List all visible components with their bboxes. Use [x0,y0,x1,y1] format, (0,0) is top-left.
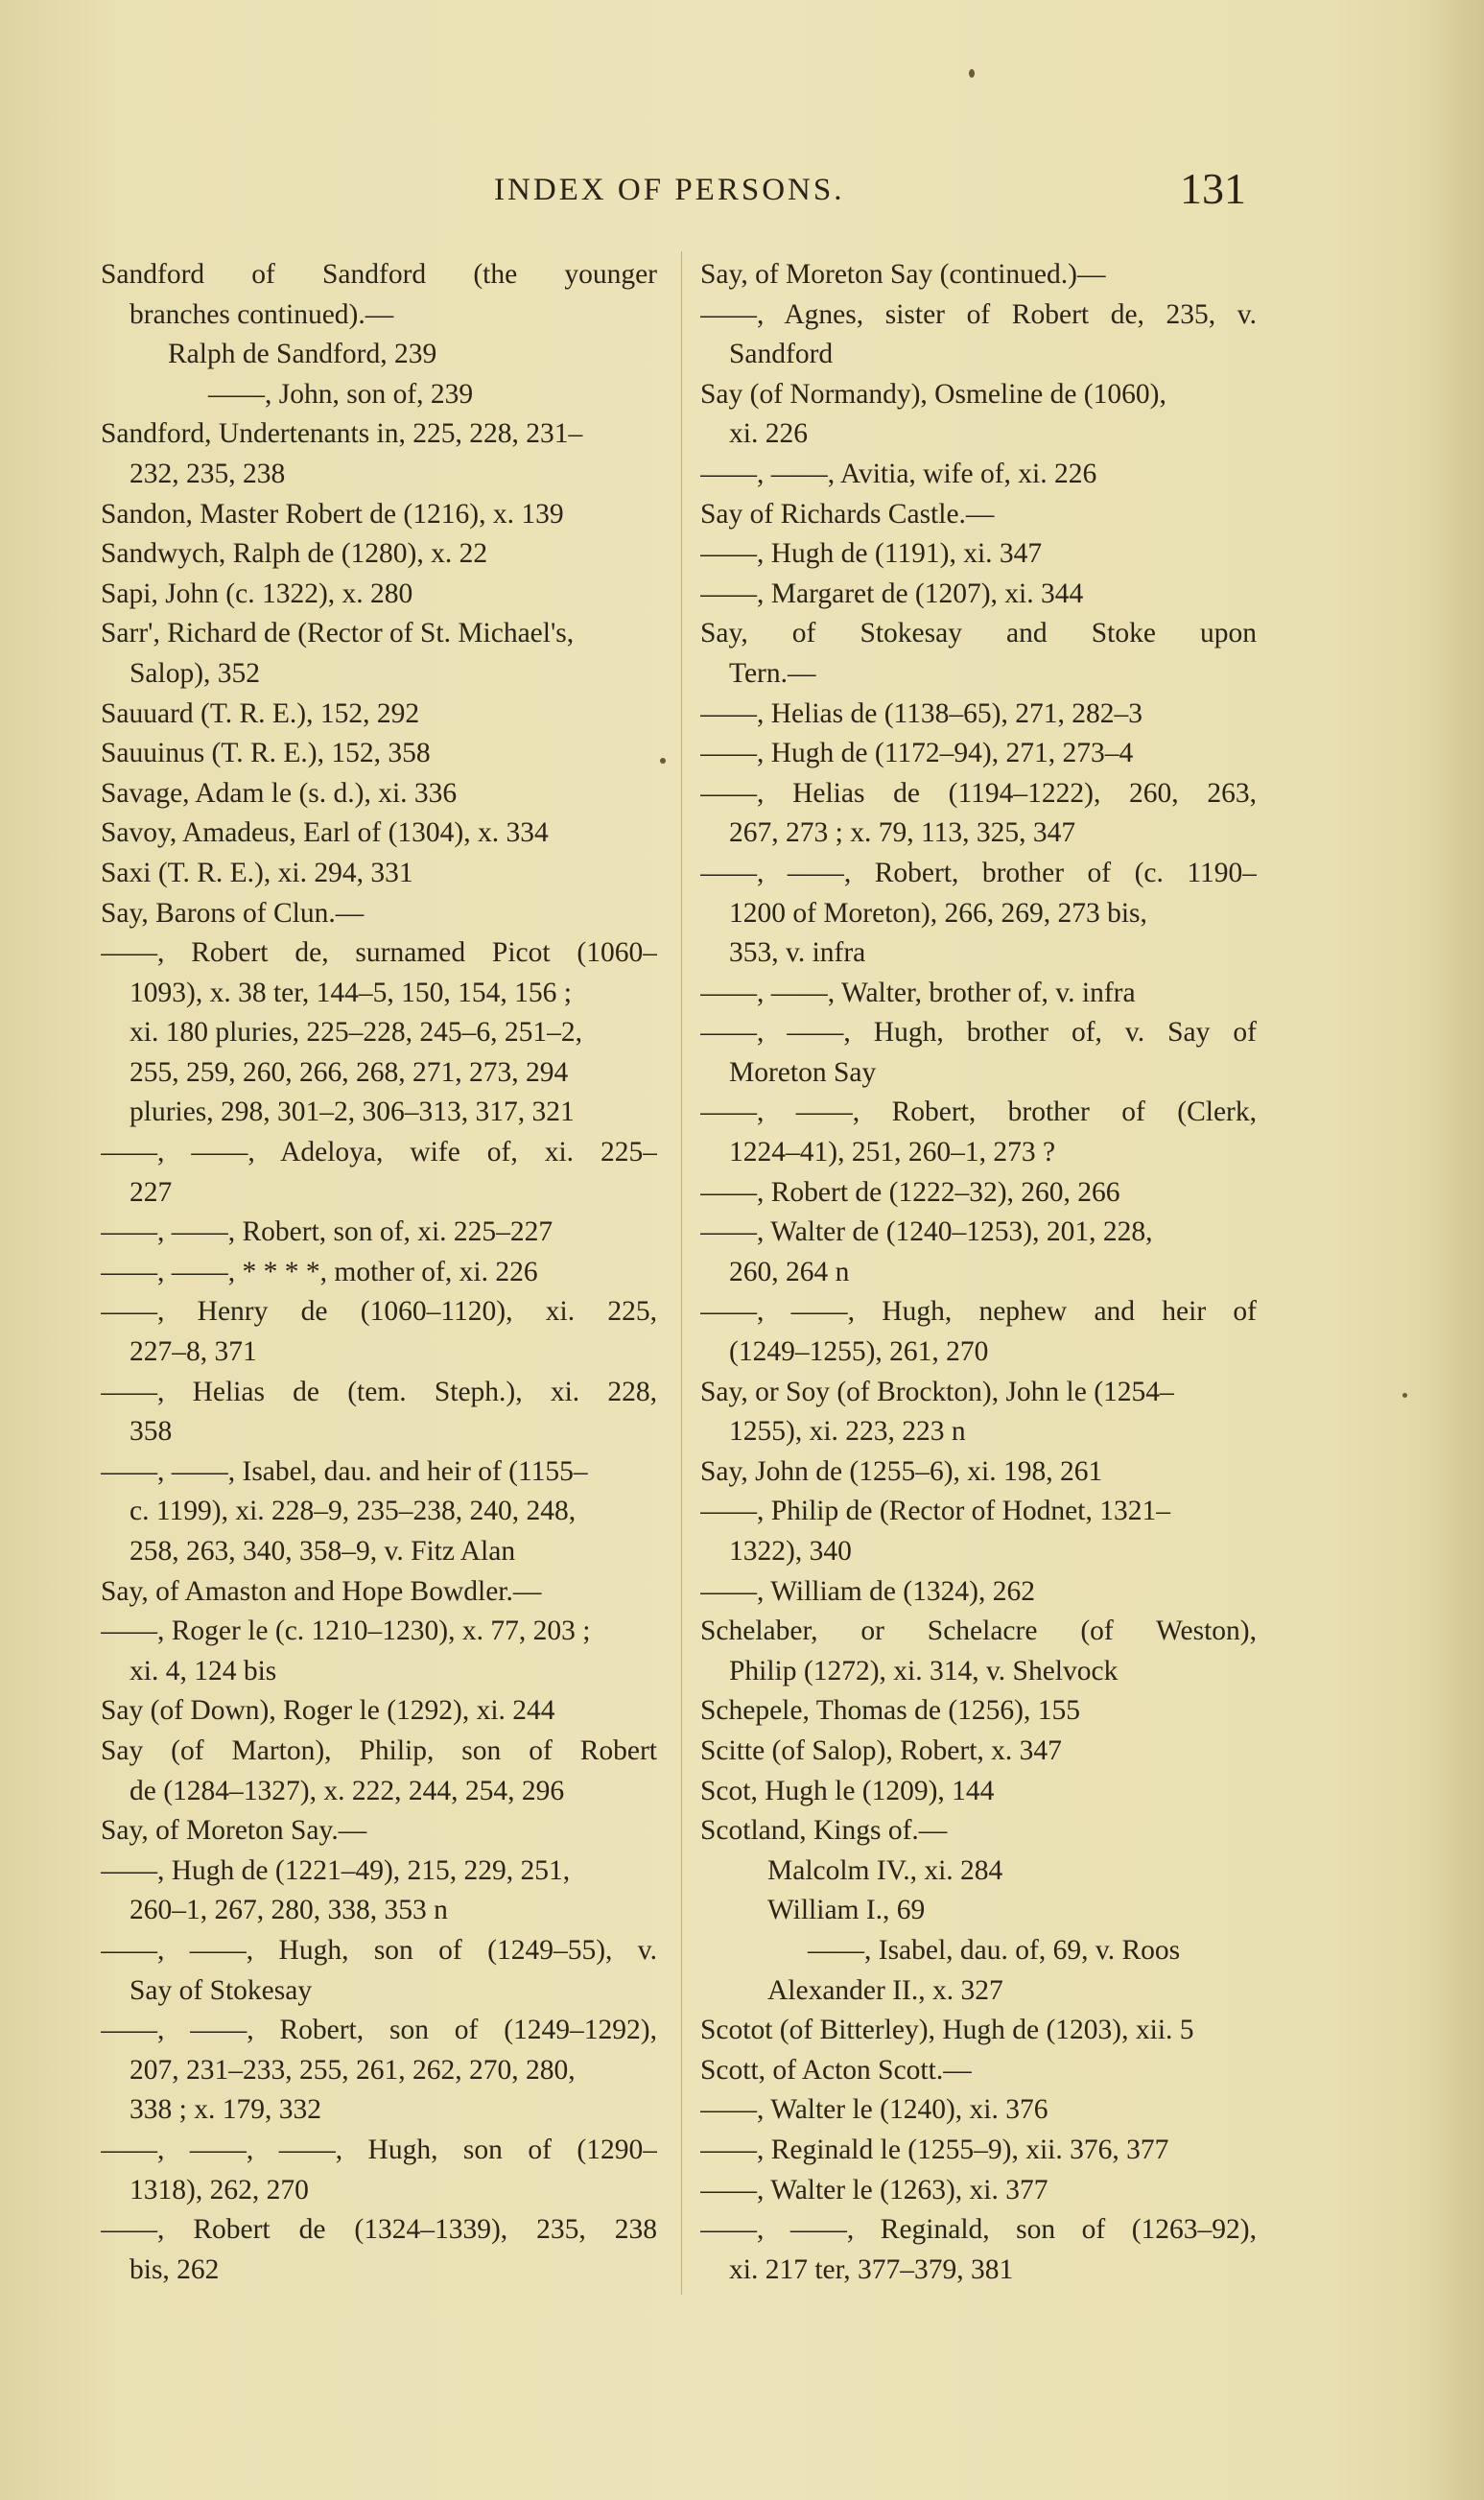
index-entry-line: Salop), 352 [130,657,261,689]
index-entry-line: 1322), 340 [729,1536,852,1567]
index-entry-line: Say, of Stokesay and Stoke upon [700,618,1257,649]
index-entry-line: 353, v. infra [729,937,866,969]
left-index-column [101,255,657,2290]
index-entry-line: Say, of Moreton Say.— [101,1815,367,1847]
ink-speck [1402,1393,1407,1398]
index-entry-line: ——, Robert de (1324–1339), 235, 238 [101,2214,657,2246]
index-entry-line: 267, 273 ; x. 79, 113, 325, 347 [729,817,1076,849]
index-entry-line: ——, ——, Hugh, son of (1249–55), v. [101,1934,657,1966]
index-entry-line: pluries, 298, 301–2, 306–313, 317, 321 [130,1097,575,1128]
index-entry-line: Savoy, Amadeus, Earl of (1304), x. 334 [101,817,549,849]
index-entry-line: Malcolm IV., xi. 284 [767,1854,1003,1886]
index-entry-line: 338 ; x. 179, 332 [130,2094,321,2126]
index-entry-line: Say (of Normandy), Osmeline de (1060), [700,378,1166,410]
index-entry-line: branches continued).— [130,298,394,330]
index-entry-line: Sauuinus (T. R. E.), 152, 358 [101,738,431,769]
index-entry-line: Ralph de Sandford, 239 [168,339,437,370]
index-entry-line: ——, ——, Robert, brother of (c. 1190– [700,857,1257,888]
index-entry-line: ——, Helias de (tem. Steph.), xi. 228, [101,1376,657,1407]
index-entry-line: Say of Stokesay [130,1974,313,2006]
index-entry-line: William I., 69 [767,1895,926,1926]
index-entry-line: (1249–1255), 261, 270 [729,1336,989,1368]
index-entry-line: xi. 180 pluries, 225–228, 245–6, 251–2, [130,1017,582,1049]
index-entry-line: xi. 4, 124 bis [130,1655,277,1686]
index-entry-line: ——, Robert de (1222–32), 260, 266 [700,1176,1120,1208]
page-header [0,163,1484,221]
index-entry-line: Sandford of Sandford (the younger [101,259,657,290]
index-entry-line: Say, Barons of Clun.— [101,897,365,929]
index-entry-line: ——, Margaret de (1207), xi. 344 [700,578,1084,609]
index-entry-line: Saxi (T. R. E.), xi. 294, 331 [101,857,413,888]
index-entry-line: ——, Agnes, sister of Robert de, 235, v. [700,298,1257,330]
page-edge-stain [1426,0,1484,2500]
right-index-column [700,255,1257,2290]
index-entry-line: Philip (1272), xi. 314, v. Shelvock [729,1655,1119,1686]
index-entry-line: Alexander II., x. 327 [767,1974,1003,2006]
index-entry-line: 1093), x. 38 ter, 144–5, 150, 154, 156 ; [130,977,572,1008]
index-entry-line: de (1284–1327), x. 222, 244, 254, 296 [130,1775,565,1806]
index-entry-line: Scot, Hugh le (1209), 144 [700,1775,995,1806]
index-entry-line: ——, Reginald le (1255–9), xii. 376, 377 [700,2134,1169,2165]
index-entry-line: 207, 231–233, 255, 261, 262, 270, 280, [130,2054,576,2086]
index-entry-line: ——, ——, Robert, brother of (Clerk, [700,1097,1257,1128]
index-entry-line: ——, ——, Isabel, dau. and heir of (1155– [101,1455,588,1487]
index-entry-line: ——, Hugh de (1172–94), 271, 273–4 [700,738,1134,769]
index-entry-line: Scitte (of Salop), Robert, x. 347 [700,1734,1062,1766]
index-entry-line: Sarr', Richard de (Rector of St. Michael's, [101,618,575,649]
index-entry-line: ——, ——, Hugh, brother of, v. Say of [700,1017,1257,1049]
index-entry-line: ——, ——, Walter, brother of, v. infra [700,977,1136,1008]
column-divider [681,251,682,2295]
index-entry-line: ——, Philip de (Rector of Hodnet, 1321– [700,1496,1170,1527]
ink-speck [660,758,666,764]
index-entry-line: Sandon, Master Robert de (1216), x. 139 [101,498,564,530]
index-entry-line: Sauuard (T. R. E.), 152, 292 [101,697,420,729]
index-entry-line: Say, John de (1255–6), xi. 198, 261 [700,1455,1103,1487]
index-entry-line: ——, ——, Reginald, son of (1263–92), [700,2214,1257,2246]
index-entry-line: Say of Richards Castle.— [700,498,995,530]
index-entry-line: ——, ——, Robert, son of, xi. 225–227 [101,1216,554,1248]
index-entry-line: 227–8, 371 [130,1336,257,1368]
index-entry-line: Say, or Soy (of Brockton), John le (1254– [700,1376,1174,1407]
index-entry-line: ——, ——, Adeloya, wife of, xi. 225– [101,1137,657,1168]
index-entry-line: Moreton Say [729,1056,877,1088]
index-entry-line: 260–1, 267, 280, 338, 353 n [130,1895,448,1926]
index-entry-line: xi. 217 ter, 377–379, 381 [729,2253,1014,2285]
index-entry-line: 260, 264 n [729,1256,850,1287]
index-entry-line: Sandwych, Ralph de (1280), x. 22 [101,538,488,570]
index-entry-line: Scotland, Kings of.— [700,1815,948,1847]
index-entry-line: xi. 226 [729,418,808,450]
index-entry-line: 1224–41), 251, 260–1, 273 ? [729,1137,1056,1168]
index-entry-line: ——, William de (1324), 262 [700,1575,1035,1607]
index-entry-line: 227 [130,1176,173,1208]
running-title: INDEX OF PERSONS. [494,173,845,207]
index-entry-line: ——, Robert de, surnamed Picot (1060– [101,937,657,969]
index-entry-line: 1200 of Moreton), 266, 269, 273 bis, [729,897,1147,929]
index-entry-line: Scott, of Acton Scott.— [700,2054,972,2086]
index-entry-line: Savage, Adam le (s. d.), xi. 336 [101,777,458,809]
index-entry-line: ——, ——, Avitia, wife of, xi. 226 [700,458,1097,489]
index-entry-line: ——, Isabel, dau. of, 69, v. Roos [808,1934,1181,1966]
index-entry-line: ——, Walter de (1240–1253), 201, 228, [700,1216,1153,1248]
index-entry-line: Schepele, Thomas de (1256), 155 [700,1695,1080,1727]
index-entry-line: c. 1199), xi. 228–9, 235–238, 240, 248, [130,1496,577,1527]
page-number: 131 [1180,164,1246,213]
index-entry-line: ——, Henry de (1060–1120), xi. 225, [101,1296,657,1328]
index-entry-line: ——, ——, ——, Hugh, son of (1290– [101,2134,657,2165]
ink-speck [969,69,975,78]
index-entry-line: Say, of Amaston and Hope Bowdler.— [101,1575,542,1607]
index-entry-line: 1318), 262, 270 [130,2174,309,2205]
index-entry-line: ——, John, son of, 239 [208,378,474,410]
index-entry-line: ——, Roger le (c. 1210–1230), x. 77, 203 ; [101,1616,591,1647]
index-entry-line: 1255), xi. 223, 223 n [729,1416,966,1448]
index-entry-line: ——, Hugh de (1191), xi. 347 [700,538,1043,570]
index-entry-line: 358 [130,1416,173,1448]
index-entry-line: Sapi, John (c. 1322), x. 280 [101,578,413,609]
index-entry-line: 232, 235, 238 [130,458,286,489]
index-entry-line: ——, Helias de (1194–1222), 260, 263, [700,777,1257,809]
index-entry-line: ——, ——, * * * *, mother of, xi. 226 [101,1256,538,1287]
index-entry-line: Say (of Down), Roger le (1292), xi. 244 [101,1695,555,1727]
index-entry-line: Sandford, Undertenants in, 225, 228, 231– [101,418,583,450]
index-entry-line: Say (of Marton), Philip, son of Robert [101,1734,657,1766]
index-entry-line: ——, Hugh de (1221–49), 215, 229, 251, [101,1854,571,1886]
index-entry-line: ——, ——, Robert, son of (1249–1292), [101,2015,657,2046]
index-entry-line: ——, ——, Hugh, nephew and heir of [700,1296,1257,1328]
index-entry-line: Tern.— [729,657,816,689]
index-entry-line: 258, 263, 340, 358–9, v. Fitz Alan [130,1536,516,1567]
index-entry-line: ——, Walter le (1263), xi. 377 [700,2174,1048,2205]
index-entry-line: Say, of Moreton Say (continued.)— [700,259,1106,290]
index-entry-line: ——, Walter le (1240), xi. 376 [700,2094,1048,2126]
index-entry-line: bis, 262 [130,2253,220,2285]
index-entry-line: ——, Helias de (1138–65), 271, 282–3 [700,697,1143,729]
index-entry-line: Sandford [729,339,834,370]
index-entry-line: Scotot (of Bitterley), Hugh de (1203), xii. 5 [700,2015,1194,2046]
index-entry-line: Schelaber, or Schelacre (of Weston), [700,1616,1257,1647]
index-entry-line: 255, 259, 260, 266, 268, 271, 273, 294 [130,1056,569,1088]
